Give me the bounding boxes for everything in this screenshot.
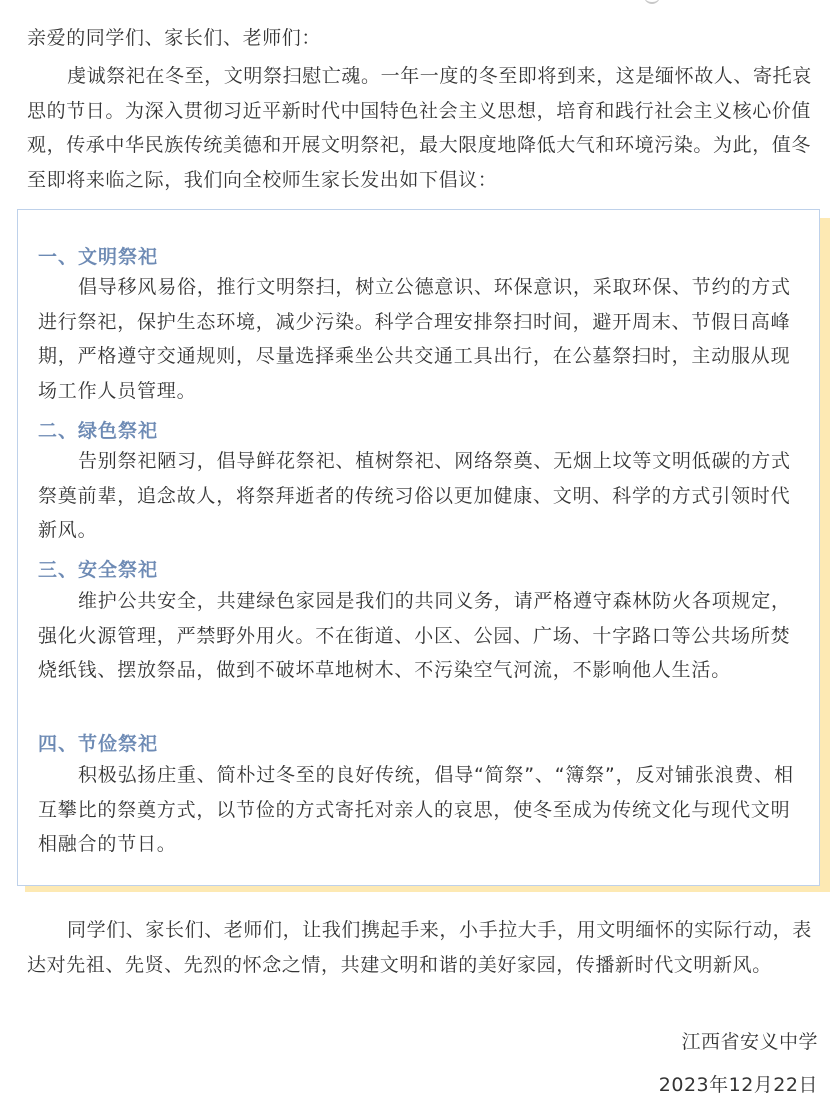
- section-title-4: 四、节俭祭祀: [38, 733, 159, 755]
- section-body-2: 告别祭祀陋习，倡导鲜花祭祀、植树祭祀、网络祭奠、无烟上坟等文明低碳的方式祭奠前辈，追念故人，将祭拜逝者的传统习俗以更加健康、文明、科学的方式引领时代新风。: [38, 450, 791, 541]
- signature: 江西省安义中学: [681, 1031, 818, 1053]
- closing-paragraph: 同学们、家长们、老师们，让我们携起手来，小手拉大手，用文明缅怀的实际行动，表达对先祖、先贤、先烈的怀念之情，共建文明和谐的美好家园，传播新时代文明新风。: [27, 919, 812, 976]
- section-title-3: 三、安全祭祀: [38, 559, 159, 581]
- section-body-3: 维护公共安全，共建绿色家园是我们的共同义务，请严格遵守森林防火各项规定，强化火源管理，严禁野外用火。不在街道、小区、公园、广场、十字路口等公共场所焚烧纸钱、摆放祭品，做到不破坏草地树木、不污染空气河流，不影响他人生活。: [38, 590, 791, 681]
- date: 2023年12月22日: [658, 1074, 818, 1096]
- section-title-1: 一、文明祭祀: [38, 246, 159, 268]
- section-body-1: 倡导移风易俗，推行文明祭扫，树立公德意识、环保意识，采取环保、节约的方式进行祭祀，保护生态环境，减少污染。科学合理安排祭扫时间，避开周末、节假日高峰期，严格遵守交通规则，尽量选择乘坐公共交通工具出行，在公墓祭扫时，主动服从现场工作人员管理。: [38, 276, 791, 402]
- intro-paragraph: 虔诚祭祀在冬至，文明祭扫慰亡魂。一年一度的冬至即将到来，这是缅怀故人、寄托哀思的节日。为深入贯彻习近平新时代中国特色社会主义思想，培育和践行社会主义核心价值观，传承中华民族传统美德和开展文明祭祀，最大限度地降低大气和环境污染。为此，值冬至即将来临之际，我们向全校师生家长发出如下倡议：: [27, 65, 812, 191]
- greeting: 亲爱的同学们、家长们、老师们：: [27, 27, 322, 49]
- top-decoration: [644, 0, 660, 4]
- section-body-4: 积极弘扬庄重、简朴过冬至的良好传统，倡导“简祭”、“簿祭”，反对铺张浪费、相互攀比的祭奠方式，以节俭的方式寄托对亲人的哀思，使冬至成为传统文化与现代文明相融合的节日。: [38, 764, 794, 855]
- section-title-2: 二、绿色祭祀: [38, 420, 159, 442]
